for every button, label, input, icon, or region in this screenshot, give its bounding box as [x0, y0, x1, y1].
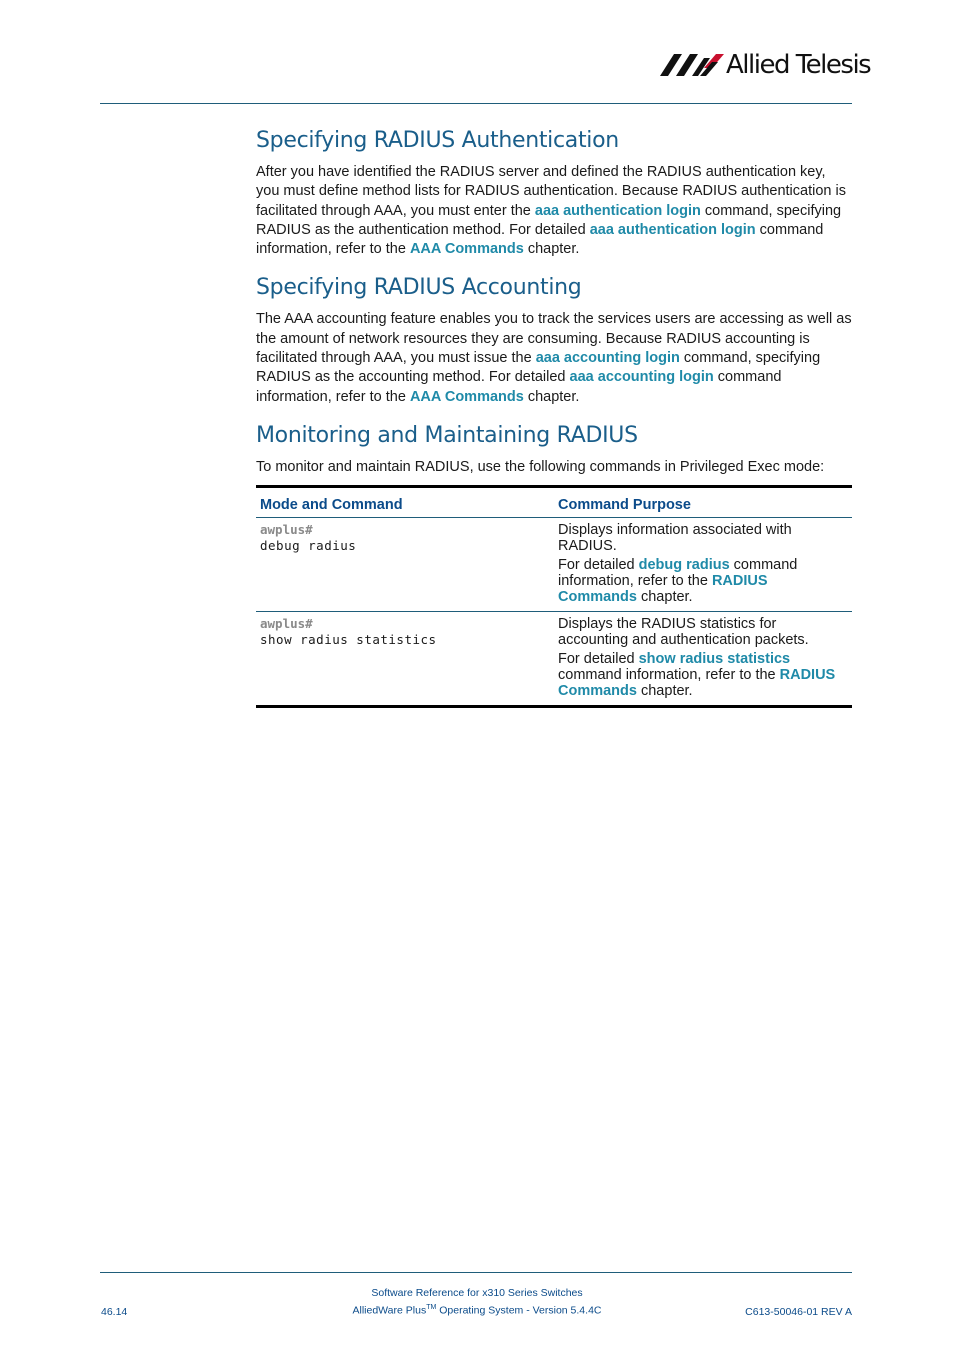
- link-aaa-authentication-login-2[interactable]: aaa authentication login: [589, 221, 756, 238]
- page-number: 46.14: [101, 1306, 128, 1318]
- allied-telesis-logo: [660, 50, 871, 80]
- footer-os-version: AlliedWare Plus™ Operating System - Version 5.4.4C: [352, 1304, 602, 1317]
- link-aaa-commands-2[interactable]: AAA Commands: [409, 388, 524, 405]
- link-radius-commands[interactable]: RADIUS Commands: [558, 573, 768, 606]
- logo-mark-icon: [660, 54, 724, 76]
- table-row: [256, 518, 852, 612]
- purpose-cell: [554, 518, 852, 612]
- mode-command-cell: [256, 518, 554, 612]
- link-show-radius-statistics[interactable]: show radius statistics: [638, 651, 791, 668]
- document-id: C613-50046-01 REV A: [745, 1306, 852, 1318]
- paragraph-monitoring-intro: To monitor and maintain RADIUS, use the following commands in Privileged Exec mode:: [256, 458, 825, 475]
- mode-command-cell: [256, 612, 554, 707]
- link-aaa-commands[interactable]: AAA Commands: [409, 241, 524, 258]
- brand-name: Allied Telesis: [726, 50, 871, 80]
- cli-command: show radius statistics: [260, 632, 437, 648]
- heading-radius-authentication: Specifying RADIUS Authentication: [256, 128, 619, 153]
- table-header-purpose: Command Purpose: [554, 487, 852, 518]
- header-rule: [100, 103, 852, 104]
- purpose-text: Displays information associated with RADIUS.: [558, 522, 792, 555]
- cli-prompt: awplus#: [260, 522, 313, 538]
- table-row: [256, 612, 852, 707]
- purpose-detail: For detailed show radius statistics command information, refer to the RADIUS Commands chapter.: [558, 651, 836, 700]
- heading-radius-accounting: Specifying RADIUS Accounting: [256, 275, 582, 301]
- link-aaa-accounting-login-2[interactable]: aaa accounting login: [569, 369, 714, 386]
- purpose-detail: For detailed debug radius command information, refer to the RADIUS Commands chapter.: [558, 557, 798, 606]
- command-table: [256, 485, 852, 708]
- link-aaa-authentication-login[interactable]: aaa authentication login: [534, 202, 701, 219]
- table-header-mode: Mode and Command: [256, 487, 554, 518]
- cli-prompt: awplus#: [260, 616, 313, 632]
- paragraph-radius-authentication: After you have identified the RADIUS server and defined the RADIUS authentication key, you must define method lists for RADIUS authentication. Because RADIUS authentication is facilitated through AAA, you must enter the aaa authentication login command, specifying RADIUS as the authentication method. For detailed aaa authentication login command information, refer to the AAA Commands chapter.: [256, 164, 846, 258]
- main-content: [256, 128, 852, 708]
- purpose-cell: [554, 612, 852, 707]
- paragraph-radius-accounting: The AAA accounting feature enables you to track the services users are accessing as well as the amount of network resources they are consuming. Because RADIUS accounting is facilitated through AAA, you must issue the aaa accounting login command, specifying RADIUS as the accounting method. For detailed aaa accounting login command information, refer to the AAA Commands chapter.: [256, 311, 852, 405]
- cli-command: debug radius: [260, 538, 357, 554]
- footer-title: Software Reference for x310 Series Switches: [371, 1287, 583, 1299]
- footer-rule: [100, 1272, 852, 1273]
- link-debug-radius[interactable]: debug radius: [638, 557, 730, 574]
- purpose-text: Displays the RADIUS statistics for accounting and authentication packets.: [558, 616, 809, 649]
- heading-monitoring-radius: Monitoring and Maintaining RADIUS: [256, 422, 638, 448]
- link-aaa-accounting-login[interactable]: aaa accounting login: [535, 350, 680, 367]
- link-radius-commands-2[interactable]: RADIUS Commands: [558, 667, 836, 700]
